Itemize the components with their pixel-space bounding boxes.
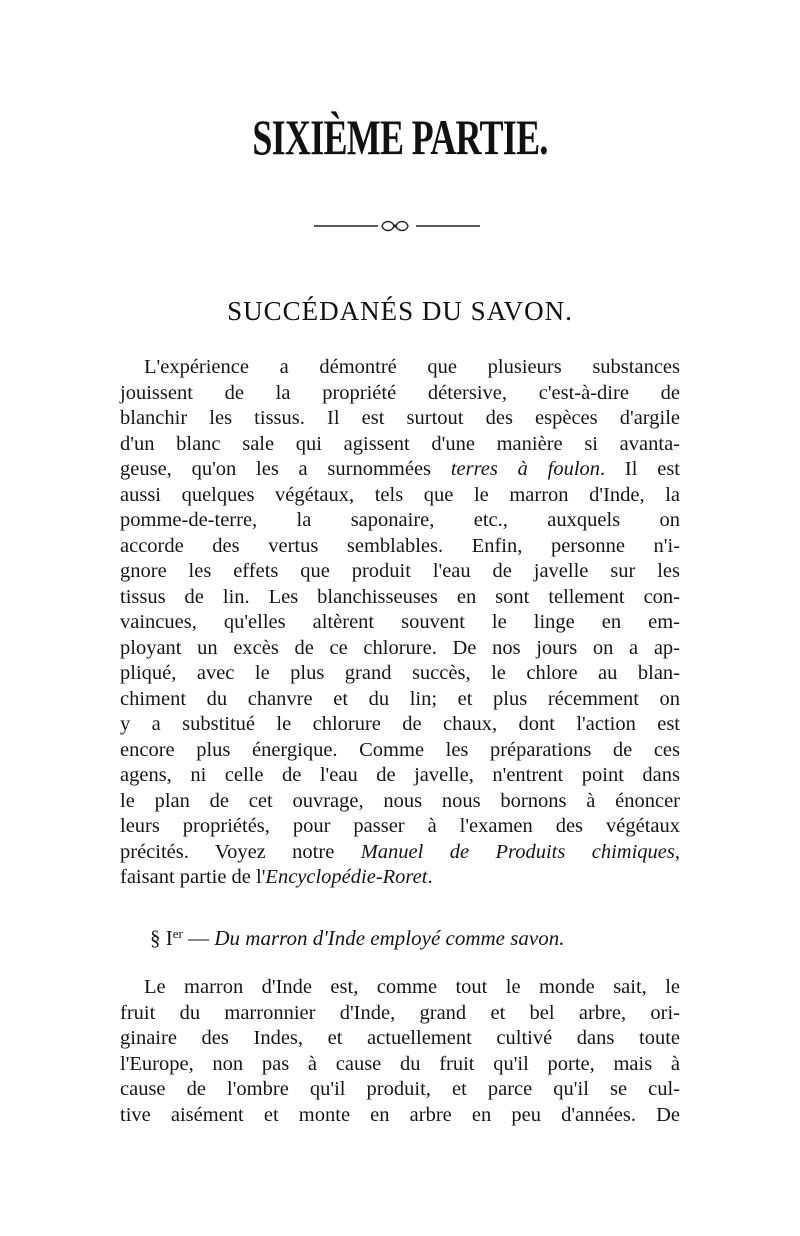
text-line: ginaire des Indes, et actuellement cultivé dans toute: [120, 1027, 680, 1049]
text-line: pliqué, avec le plus grand succès, le chlore au blan-: [120, 662, 680, 684]
italic-title: Manuel de Produits chimiques: [360, 840, 675, 863]
text-run: précités. Voyez notre: [120, 840, 361, 863]
text-line: y a substitué le chlorure de chaux, dont l'action est: [120, 713, 680, 735]
text-line: tissus de lin. Les blanchisseuses en sont tellement con-: [120, 585, 680, 608]
italic-title: Encyclopédie-Roret: [265, 866, 428, 888]
text-line: aussi quelques végétaux, tels que le marron d'Inde, la: [120, 483, 680, 506]
text-line: gnore les effets que produit l'eau de javelle sur les: [120, 560, 680, 582]
text-line: ployant un excès de ce chlorure. De nos jours on a ap-: [120, 636, 680, 659]
text-run: . Il est: [600, 458, 680, 480]
text-line: fruit du marronnier d'Inde, grand et bel arbre, ori-: [120, 1001, 680, 1024]
text-line: L'expérience a démontré que plusieurs substances: [144, 356, 680, 378]
text-line: leurs propriétés, pour passer à l'examen des végétaux: [120, 815, 680, 837]
text-line: l'Europe, non pas à cause du fruit qu'il porte, mais à: [120, 1052, 680, 1075]
text-run: faisant partie de l': [120, 866, 266, 888]
text-line: pomme-de-terre, la saponaire, etc., auxquels on: [120, 509, 680, 531]
paragraph-1: [120, 355, 680, 891]
dash: —: [182, 926, 215, 950]
text-line: jouissent de la propriété détersive, c'est-à-dire de: [120, 381, 680, 404]
section-title: SUCCÉDANÉS DU SAVON.: [227, 296, 573, 326]
subsection-title: Du marron d'Inde employé comme savon.: [214, 926, 565, 950]
text-line: tive aisément et monte en arbre en peu d'années. De: [120, 1103, 680, 1126]
text-line: cause de l'ombre qu'il produit, et parce qu'il se cul-: [120, 1078, 680, 1100]
text-line: Le marron d'Inde est, comme tout le monde sait, le: [144, 976, 680, 998]
subsection-heading: [150, 926, 710, 951]
text-line: encore plus énergique. Comme les préparations de ces: [120, 738, 680, 761]
text-line: accorde des vertus semblables. Enfin, personne n'i-: [120, 534, 680, 557]
text-line: chiment du chanvre et du lin; et plus récemment on: [120, 687, 680, 710]
text-line: [120, 840, 680, 866]
text-line: [120, 865, 680, 891]
text-line: agens, ni celle de l'eau de javelle, n'entrent point dans: [120, 764, 680, 786]
text-run: .: [427, 866, 433, 888]
text-line: blanchir les tissus. Il est surtout des espèces d'argile: [120, 407, 680, 429]
section-sign: § I: [150, 926, 173, 950]
divider-ornament: [312, 216, 482, 236]
ordinal-suffix: er: [172, 926, 183, 941]
text-run: ,: [674, 840, 680, 863]
paragraph-2: [120, 975, 680, 1128]
text-run: geuse, qu'on les a surnommées: [120, 458, 451, 480]
part-title: SIXIÈME PARTIE.: [252, 109, 548, 165]
text-line: vaincues, qu'elles altèrent souvent le linge en em-: [120, 611, 680, 633]
text-line: [120, 457, 680, 483]
text-line: d'un blanc sale qui agissent d'une manière si avanta-: [120, 432, 680, 455]
text-line: le plan de cet ouvrage, nous nous bornons à énoncer: [120, 789, 680, 812]
italic-term: terres à foulon: [450, 458, 601, 480]
